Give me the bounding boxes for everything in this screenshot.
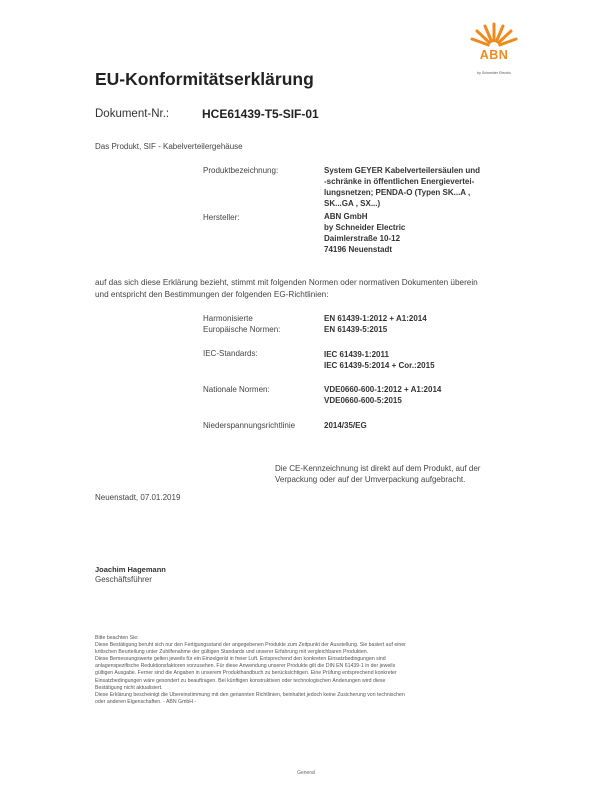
label-line: Harmonisierte	[203, 314, 253, 323]
company-logo	[466, 14, 522, 84]
notes-line: oder anderen Eigenschaften. - ABN GmbH -	[95, 698, 197, 705]
document-number: HCE61439-T5-SIF-01	[202, 107, 319, 121]
iec-standards-label: IEC-Standards:	[203, 349, 258, 358]
notes-line: Diese Erklärung bescheinigt die Übereinstimmung mit den genannten Richtlinien, beinhaltet jedoch keine Zusicherung von technischen	[95, 691, 405, 698]
ce-note-line: Die CE-Kennzeichnung ist direkt auf dem Produkt, auf der	[275, 464, 481, 473]
notes-heading: Bitte beachten Sie:	[95, 635, 139, 641]
logo-wordmark: ABN	[479, 48, 509, 62]
notes-line: anlagenspezifische Reduktionsfaktoren vorzusehen. Für diese Anwendung unserer Produkte gilt die DIN EN 61439-1 in der jeweils	[95, 663, 396, 670]
logo-tagline: by Schneider Electric	[477, 71, 511, 75]
low-voltage-directive-label: Niederspannungsrichtlinie	[203, 421, 296, 430]
iec-standards-values	[324, 349, 435, 371]
notes-line: gültigen Ausgabe. Ferner sind die Angaben in unserem Produkthandbuch zu berücksichtigen. Eine Prüfung entsprechend konkreter	[95, 670, 397, 677]
ce-note-line: Verpackung oder auf der Umverpackung aufgebracht.	[275, 475, 466, 484]
low-voltage-directive-value: 2014/35/EG	[324, 421, 367, 430]
harmonised-standards-label	[203, 313, 280, 335]
notes-line: Diese Bestätigung beruht sich nur den Fertigungsstand der angegebenen Produkte zum Zeitpunkt der Ausstellung. Sie basiert auf einer	[95, 642, 406, 649]
product-intro: Das Produkt, SIF - Kabelverteilergehäuse	[95, 142, 243, 151]
signatory-role: Geschäftsführer	[95, 575, 152, 584]
signatory-name: Joachim Hagemann	[95, 565, 166, 574]
product-line: SK...GA , SX...)	[324, 199, 381, 208]
declaration-line: auf das sich diese Erklärung bezieht, stimmt mit folgenden Normen oder normativen Dokumenten überein	[95, 278, 478, 287]
standard-value: EN 61439-1:2012 + A1:2014	[324, 314, 427, 323]
notes-line: kritischen Beurteilung unter Zuhilfenahme der gültigen Standards und unserer Erfahrung mit vergleichbaren Produkten.	[95, 649, 369, 656]
standard-value: VDE0660-600-5:2015	[324, 396, 402, 405]
harmonised-standards-values	[324, 313, 427, 335]
label-line: Europäische Normen:	[203, 325, 281, 334]
place-date: Neuenstadt, 07.01.2019	[95, 493, 181, 502]
notes-section	[95, 635, 519, 706]
product-description	[324, 165, 480, 209]
product-line: -schränke in öffentlichen Energievertei-	[324, 177, 475, 186]
standard-value: IEC 61439-1:2011	[324, 350, 389, 359]
ce-marking-note	[275, 463, 480, 485]
manufacturer-line: ABN GmbH	[324, 212, 368, 221]
manufacturer-line: by Schneider Electric	[324, 223, 406, 232]
classification-footer: General	[297, 770, 315, 776]
declaration-line: und entspricht den Bestimmungen der folgenden EG-Richtlinien:	[95, 290, 329, 299]
product-line: lungsnetzen; PENDA-O (Typen SK...A ,	[324, 188, 471, 197]
national-standards-label: Nationale Normen:	[203, 385, 270, 394]
manufacturer-label: Hersteller:	[203, 213, 240, 222]
declaration-text	[95, 277, 478, 301]
notes-line: Einsatzbedingungen wäre gesondert zu beauftragen. Bei künftigen konstruktiven oder technologischen Änderungen wird diese	[95, 677, 386, 684]
page-title: EU-Konformitätserklärung	[95, 69, 314, 89]
national-standards-values	[324, 384, 441, 406]
document-number-label: Dokument-Nr.:	[95, 108, 170, 120]
standard-value: EN 61439-5:2015	[324, 325, 388, 334]
product-label: Produktbezeichnung:	[203, 166, 279, 175]
product-line: System GEYER Kabelverteilersäulen und	[324, 166, 481, 175]
manufacturer-line: 74196 Neuenstadt	[324, 245, 393, 254]
notes-line: Diese Bemessungswerte gelten jeweils für ein Einzelgerät in freier Luft. Entsprechend den konkreten Einsatzbedingungen sind	[95, 656, 386, 663]
standard-value: VDE0660-600-1:2012 + A1:2014	[324, 385, 442, 394]
manufacturer-address	[324, 211, 405, 255]
manufacturer-line: Daimlerstraße 10-12	[324, 234, 401, 243]
standard-value: IEC 61439-5:2014 + Cor.:2015	[324, 361, 435, 370]
notes-line: Bestätigung nicht aktualisiert.	[95, 684, 163, 691]
